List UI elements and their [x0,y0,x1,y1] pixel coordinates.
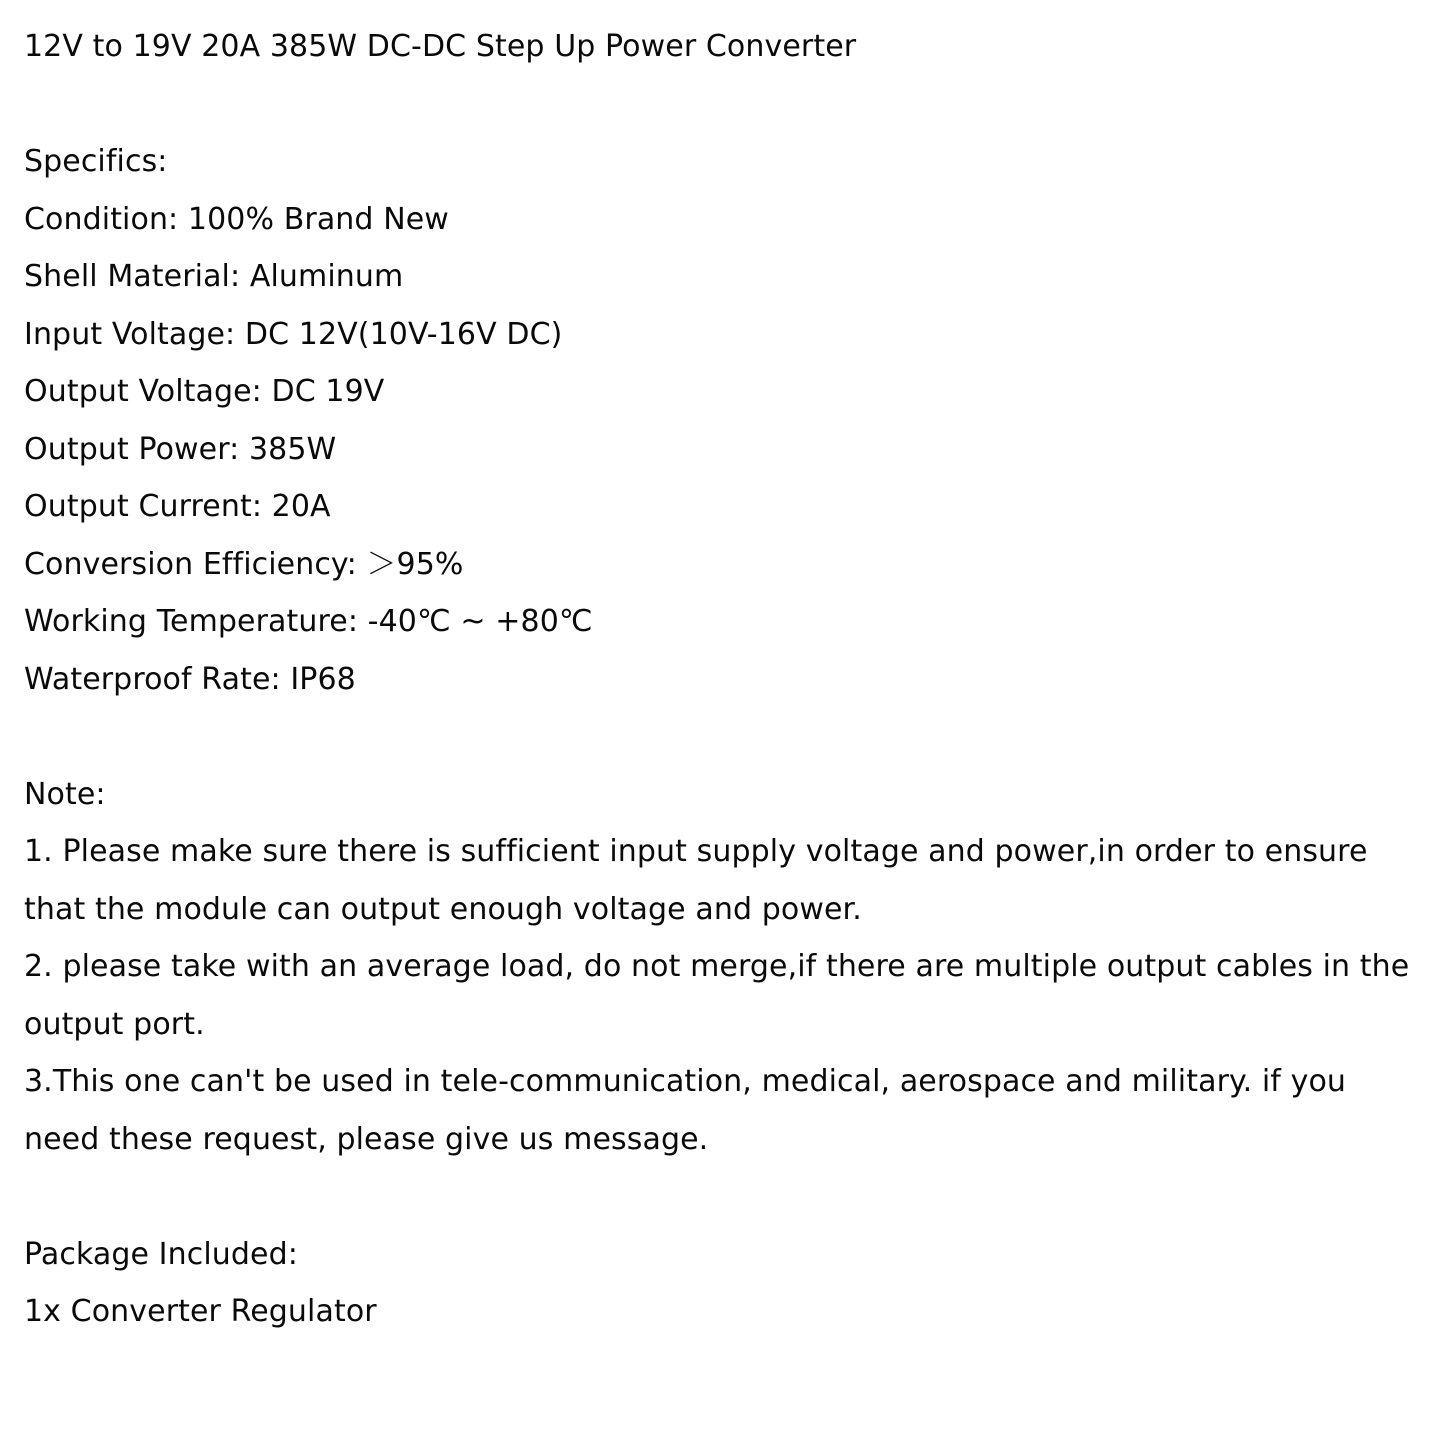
package-item: 1x Converter Regulator [24,1294,377,1329]
spec-item: Output Power: 385W [24,431,337,467]
spacer-after-title [24,76,1421,134]
spec-item: Working Temperature: -40℃ ~ +80℃ [24,604,593,639]
spec-item: Output Current: 20A [24,489,331,524]
page-title: 12V to 19V 20A 385W DC-DC Step Up Power Converter [24,29,857,64]
spacer-after-specs [24,708,1421,766]
spec-item: Shell Material: Aluminum [24,259,404,294]
spacer-after-notes [24,1168,1421,1226]
spec-item: Conversion Efficiency: ＞95% [24,546,464,582]
spec-item: Output Voltage: DC 19V [24,374,385,409]
spec-item: Waterproof Rate: IP68 [24,661,356,697]
specs-heading: Specifics: [24,144,168,179]
note-heading: Note: [24,776,106,812]
spec-item: Input Voltage: DC 12V(10V-16V DC) [24,316,563,352]
spec-item: Condition: 100% Brand New [24,201,449,237]
note-item: 2. please take with an average load, do not merge,if there are multiple output cables in the output port. [24,949,1410,1042]
note-item: 1. Please make sure there is sufficient input supply voltage and power,in order to ensure that the module can output enough voltage and power. [24,834,1368,927]
note-item: 3.This one can't be used in tele-communication, medical, aerospace and military. if you need these request, please give us message. [24,1064,1347,1157]
package-heading: Package Included: [24,1236,298,1272]
